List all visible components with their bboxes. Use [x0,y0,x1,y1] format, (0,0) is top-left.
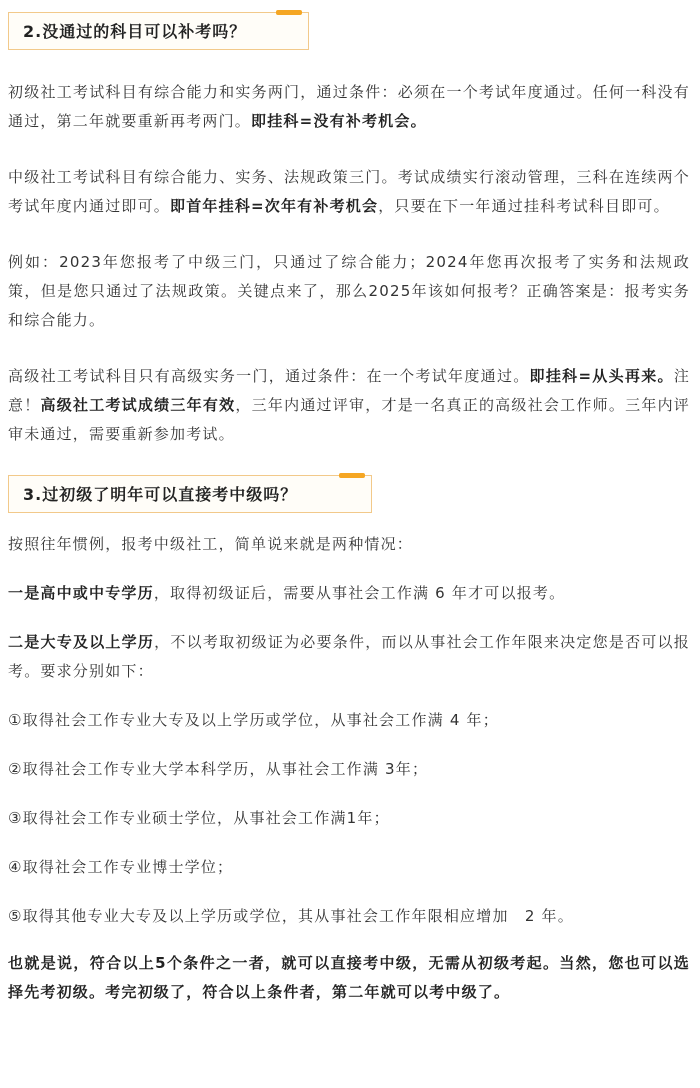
section-3-heading [8,475,372,513]
emphasis-text: 一是高中或中专学历 [8,584,154,602]
emphasis-text: 高级社工考试成绩三年有效 [40,396,236,414]
list-item: ①取得社会工作专业大专及以上学历或学位，从事社会工作满 4 年； [8,711,499,729]
list-item: ②取得社会工作专业大学本科学历，从事社会工作满 3年； [8,760,429,778]
emphasis-text: 即首年挂科=次年有补考机会 [170,197,379,215]
heading-accent-bar [339,473,365,478]
paragraph-case-1: 一是高中或中专学历，取得初级证后，需要从事社会工作满 6 年才可以报考。 [8,584,566,602]
list-item: ③取得社会工作专业硕士学位，从事社会工作满1年； [8,809,390,827]
list-item: ④取得社会工作专业博士学位； [8,858,234,876]
list-item: ⑤取得其他专业大专及以上学历或学位，其从事社会工作年限相应增加 2 年。 [8,907,574,925]
section-2-heading-text: 2.没通过的科目可以补考吗？ [23,22,247,41]
paragraph-case-2: 二是大专及以上学历，不以考取初级证为必要条件，而以从事社会工作年限来决定您是否可以报考。要求分别如下： [8,633,690,680]
emphasis-text: 即挂科=没有补考机会。 [251,112,427,130]
heading-accent-bar [276,10,302,15]
emphasis-text: 即挂科=从头再来。 [529,367,674,385]
paragraph-conclusion [8,949,690,1007]
section-3-heading-text: 3.过初级了明年可以直接考中级吗？ [23,485,298,504]
paragraph-junior: 初级社工考试科目有综合能力和实务两门，通过条件：必须在一个考试年度通过。任何一科没有通过，第二年就要重新再考两门。即挂科=没有补考机会。 [8,83,690,130]
paragraph-example: 例如：2023年您报考了中级三门，只通过了综合能力；2024年您再次报考了实务和法规政策，但是您只通过了法规政策。关键点来了，那么2025年该如何报考？正确答案是：报考实务和综合能力。 [8,253,690,329]
paragraph-intro: 按照往年惯例，报考中级社工，简单说来就是两种情况： [8,535,414,553]
paragraph-intermediate: 中级社工考试科目有综合能力、实务、法规政策三门。考试成绩实行滚动管理，三科在连续两个考试年度内通过即可。即首年挂科=次年有补考机会，只要在下一年通过挂科考试科目即可。 [8,168,690,215]
section-2-heading [8,12,309,50]
emphasis-text: 二是大专及以上学历 [8,633,155,651]
paragraph-senior: 高级社工考试科目只有高级实务一门，通过条件：在一个考试年度通过。即挂科=从头再来。注意！高级社工考试成绩三年有效，三年内通过评审，才是一名真正的高级社会工作师。三年内评审未通过，需要重新参加考试。 [8,367,691,443]
emphasis-text: 也就是说，符合以上5个条件之一者，就可以直接考中级，无需从初级考起。当然，您也可以选择先考初级。考完初级了，符合以上条件者，第二年就可以考中级了。 [8,954,690,1001]
